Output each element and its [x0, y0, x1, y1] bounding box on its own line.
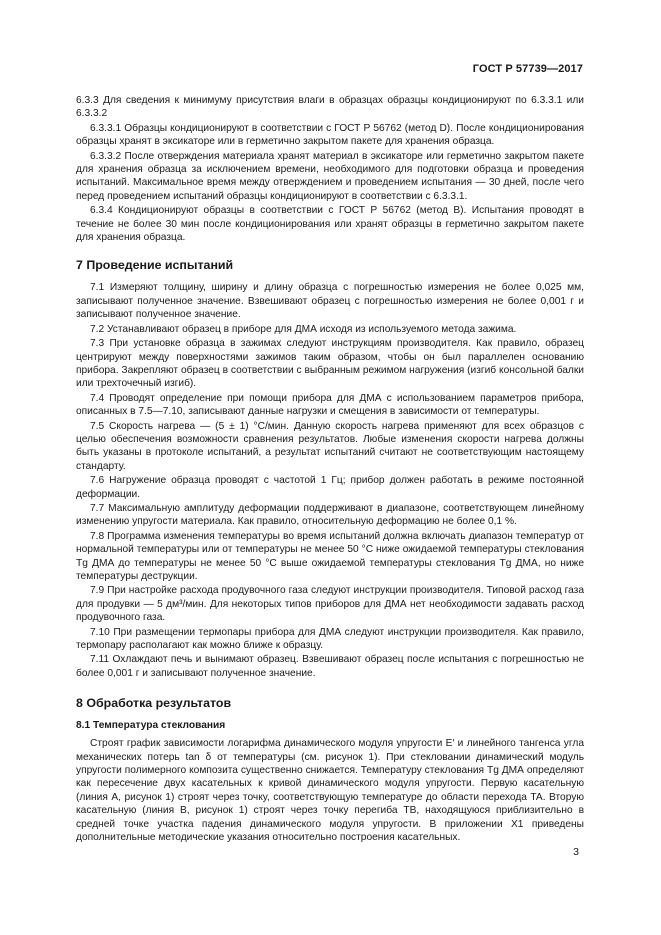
paragraph-7-4: 7.4 Проводят определение при помощи прибора для ДМА с использованием параметров прибора, описанных в 7.5—7.10, записывают данные нагрузки и смещения в зависимости от температуры.	[76, 392, 584, 418]
paragraph-6-3-3-1: 6.3.3.1 Образцы кондиционируют в соответствии с ГОСТ Р 56762 (метод D). После кондиционирования образцы хранят в эксикаторе или в герметично закрытом пакете для хранения образца.	[76, 122, 584, 148]
section-7-title: 7 Проведение испытаний	[76, 258, 234, 273]
standard-header: ГОСТ Р 57739—2017	[472, 63, 583, 75]
paragraph-7-9: 7.9 При настройке расхода продувочного газа следуют инструкции производителя. Типовой расход газа для продувки — 5 дм³/мин. Для некоторых типов приборов для ДМА нет необходимости задавать расход продувочного газа.	[76, 585, 584, 624]
page-number: 3	[573, 846, 579, 858]
paragraph-7-5: 7.5 Скорость нагрева — (5 ± 1) °С/мин. Данную скорость нагрева применяют для всех образцов с целью обеспечения возможности сравнения результатов. Любые изменения скорости нагрева должны быть указаны в протоколе испытаний, а результат испытаний считают не соответствующим настоящему стандарту.	[76, 420, 584, 472]
paragraph-7-7: 7.7 Максимальную амплитуду деформации поддерживают в диапазоне, соответствующем линейному изменению упругости материала. Как правило, относительную деформацию не более 0,1 %.	[76, 502, 584, 528]
paragraph-6-3-4: 6.3.4 Кондиционируют образцы в соответствии с ГОСТ Р 56762 (метод В). Испытания проводят в течение не более 30 мин после кондиционирования или хранят образцы в герметично закрытом пакете для хранения образца.	[76, 205, 584, 244]
paragraph-6-3-3: 6.3.3 Для сведения к минимуму присутствия влаги в образцах образцы кондиционируют по 6.3.3.1 или 6.3.3.2	[76, 95, 584, 120]
section-8-title: 8 Обработка результатов	[76, 696, 232, 711]
paragraph-7-11: 7.11 Охлаждают печь и вынимают образец. Взвешивают образец после испытания с погрешностью не более 0,001 г и записывают полученное значение.	[76, 654, 584, 679]
paragraph-7-6: 7.6 Нагружение образца проводят с частотой 1 Гц; прибор должен работать в режиме постоянной деформации.	[76, 475, 584, 500]
paragraph-8-1: Строят график зависимости логарифма динамического модуля упругости E′ и линейного тангенса угла механических потерь tan δ от температуры (см. рисунок 1). При стекловании динамический модуль упругости полимерного композита существенно снижается. Температуру стеклования Tg ДМА определяют как пересечение двух касательных к кривой динамического модуля упругости. Первую касательную (линия A, рисунок 1) строят через точку, соответствующую температуре до области перехода TA. Вторую касательную (линия B, рисунок 1) строят через точку перегиба TB, находящуюся приблизительно в средней точке участка падения динамического модуля упругости. В приложении X1 приведены дополнительные методические указания относительно построения касательных.	[76, 738, 584, 844]
paragraph-7-2: 7.2 Устанавливают образец в приборе для ДМА исходя из используемого метода зажима.	[90, 323, 517, 335]
paragraph-7-1: 7.1 Измеряют толщину, ширину и длину образца с погрешностью измерения не более 0,025 мм, записывают полученное значение. Взвешивают образец с погрешностью измерения не более 0,001 г и записывают полученное значение.	[76, 282, 584, 321]
paragraph-7-8: 7.8 Программа изменения температуры во время испытаний должна включать диапазон температур от нормальной температуры или от температуры не менее 50 °С ниже ожидаемой температуры стеклования Tg ДМА до температуры не менее 50 °С выше ожидаемой температуры стеклования Tg ДМА, но ниже температуры деструкции.	[76, 530, 584, 582]
paragraph-6-3-3-2: 6.3.3.2 После отверждения материала хранят материал в эксикаторе или герметично закрытом пакете для хранения образца за исключением времени, необходимого для подготовки образца и проведения испытаний. Максимальное время между отверждением и проведением испытания — 30 дней, после чего перед проведением испытаний образцы кондиционируют в соответствии с 6.3.3.1.	[76, 150, 584, 202]
paragraph-7-3: 7.3 При установке образца в зажимах следуют инструкциям производителя. Как правило, образец центрируют между поверхностями зажимов таким образом, чтобы он был параллелен основанию прибора. Закрепляют образец в соответствии с выбранным режимом нагружения (изгиб консольной балки или трехточечный изгиб).	[76, 338, 584, 390]
subsection-8-1-title: 8.1 Температура стеклования	[76, 720, 226, 732]
page-content	[76, 94, 584, 846]
paragraph-7-10: 7.10 При размещении термопары прибора для ДМА следуют инструкции производителя. Как правило, термопару располагают как можно ближе к образцу.	[76, 626, 584, 652]
